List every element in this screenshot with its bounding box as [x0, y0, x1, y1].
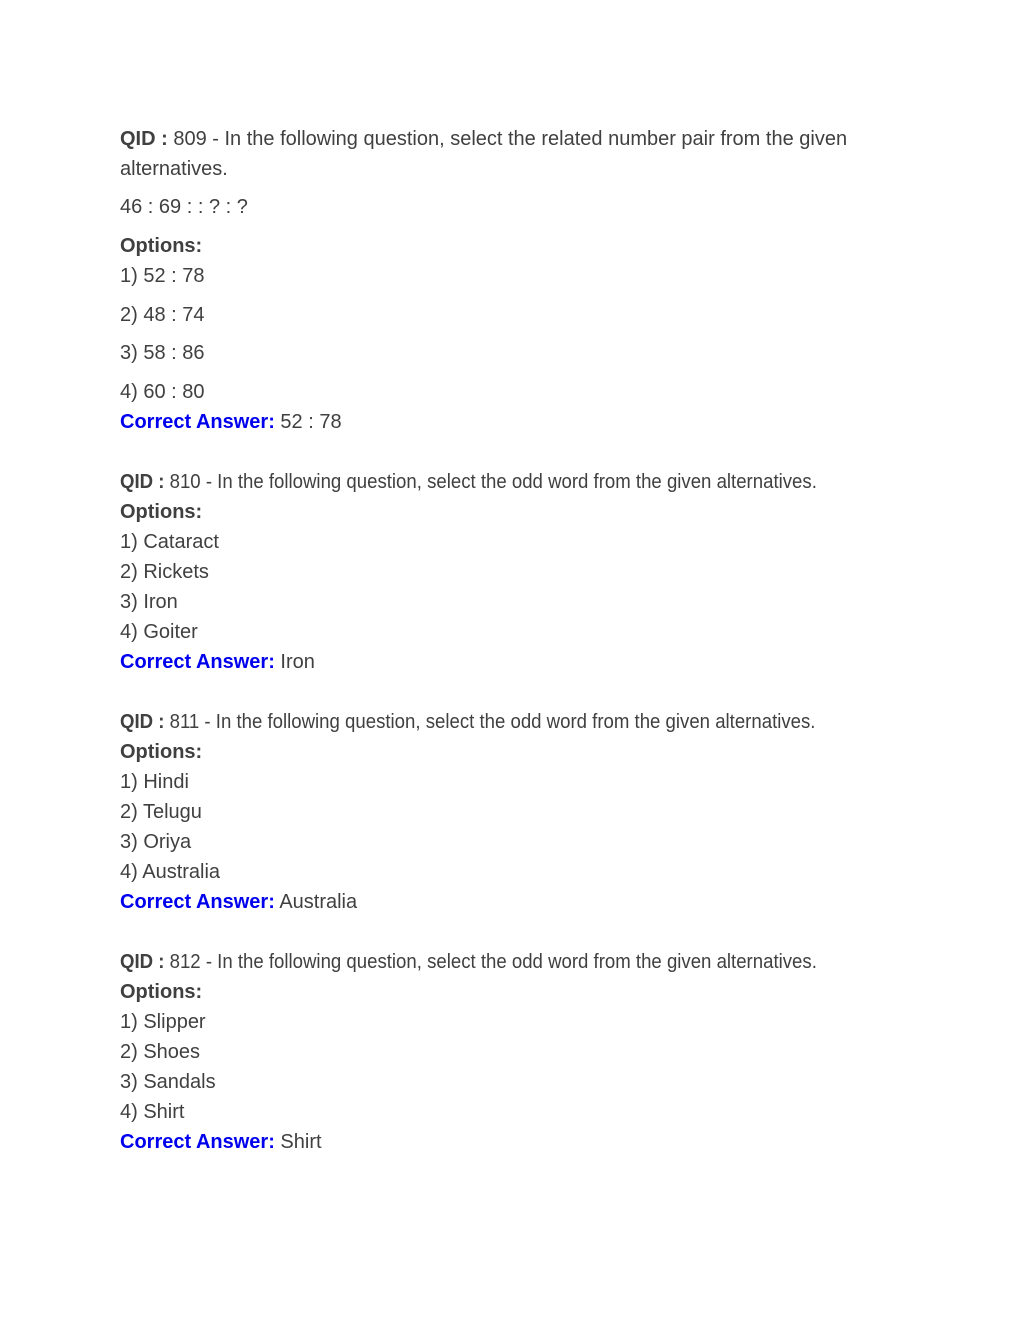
options-label: Options: [120, 981, 203, 1003]
option-item: 3) Oriya [120, 831, 192, 853]
question-pair: 46 : 69 : : ? : ? [120, 196, 248, 218]
correct-answer-value: Iron [280, 651, 315, 673]
question-text [120, 127, 847, 151]
option-item: 2) 48 : 74 [120, 304, 205, 326]
option-item: 2) Telugu [120, 801, 202, 823]
qid-label: QID : [120, 128, 168, 150]
option-item: 4) 60 : 80 [120, 381, 205, 403]
correct-answer [120, 410, 342, 434]
correct-answer-label: Correct Answer: [120, 411, 275, 433]
qid-label: QID : [120, 471, 165, 493]
correct-answer-value: 52 : 78 [280, 411, 342, 433]
option-item: 1) Cataract [120, 531, 219, 553]
correct-answer [120, 650, 315, 674]
question-text [120, 950, 869, 974]
option-item: 1) 52 : 78 [120, 265, 205, 287]
question-stem: - In the following question, select the related number pair from the given [206, 128, 848, 150]
option-item: 4) Australia [120, 861, 221, 883]
option-item: 4) Goiter [120, 621, 198, 643]
options-label: Options: [120, 235, 203, 257]
qid-number: 811 [169, 711, 200, 733]
option-item: 1) Hindi [120, 771, 189, 793]
question-text-continued: alternatives. [120, 158, 228, 180]
question-text [120, 470, 869, 494]
options-label: Options: [120, 501, 203, 523]
correct-answer-label: Correct Answer: [120, 891, 275, 913]
correct-answer [120, 1130, 322, 1154]
options-label: Options: [120, 741, 203, 763]
question-text [120, 710, 868, 734]
option-item: 3) 58 : 86 [120, 342, 205, 364]
qid-number: 812 [169, 951, 201, 973]
qid-number: 809 [173, 128, 207, 150]
correct-answer-label: Correct Answer: [120, 1131, 275, 1153]
correct-answer [120, 890, 357, 914]
qid-label: QID : [120, 711, 165, 733]
option-item: 2) Rickets [120, 561, 209, 583]
option-item: 1) Slipper [120, 1011, 206, 1033]
option-item: 3) Sandals [120, 1071, 216, 1093]
question-stem: - In the following question, select the odd word from the given alternatives. [200, 951, 817, 973]
correct-answer-value: Shirt [280, 1131, 322, 1153]
option-item: 2) Shoes [120, 1041, 201, 1063]
qid-number: 810 [169, 471, 201, 493]
qid-label: QID : [120, 951, 165, 973]
option-item: 3) Iron [120, 591, 178, 613]
option-item: 4) Shirt [120, 1101, 185, 1123]
question-stem: - In the following question, select the odd word from the given alternatives. [200, 471, 817, 493]
correct-answer-value: Australia [279, 891, 358, 913]
correct-answer-label: Correct Answer: [120, 651, 275, 673]
question-stem: - In the following question, select the odd word from the given alternatives. [199, 711, 816, 733]
